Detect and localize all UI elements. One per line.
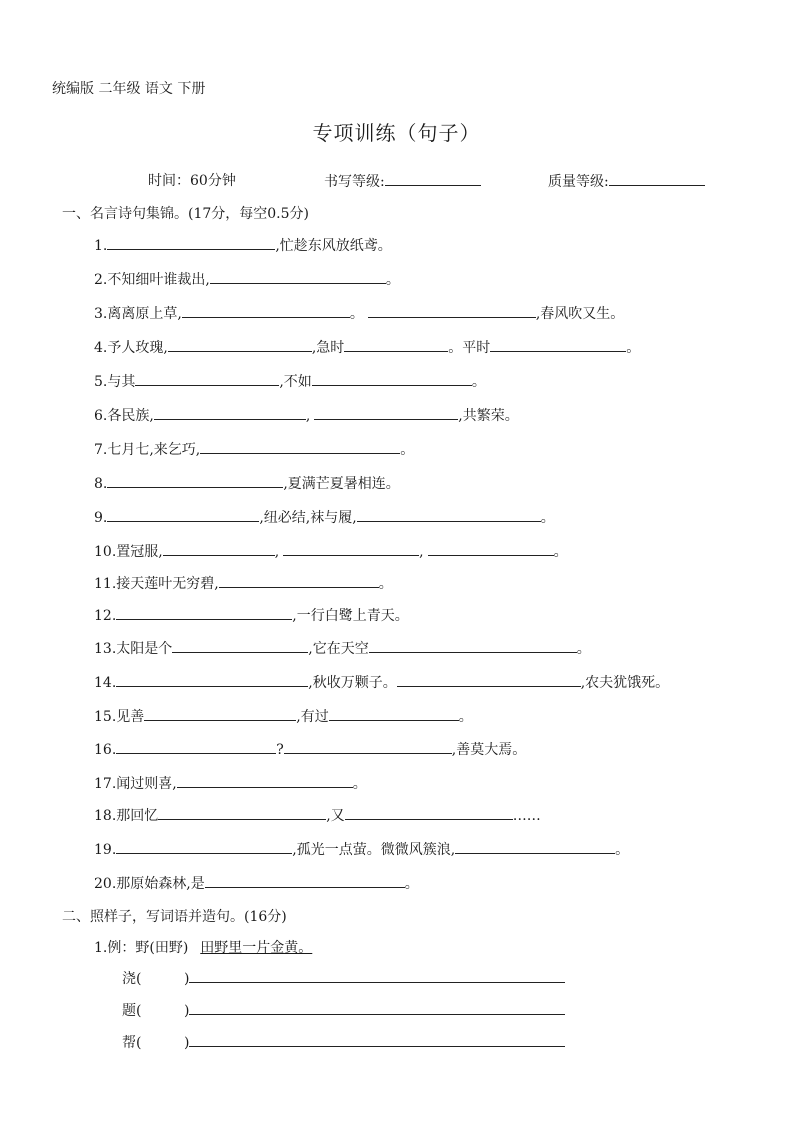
word-char: 帮( bbox=[122, 1035, 142, 1051]
list-item bbox=[94, 772, 367, 792]
example-row bbox=[94, 938, 312, 958]
item-number: 7. bbox=[94, 442, 108, 458]
list-item bbox=[94, 738, 526, 758]
item-number: 10. bbox=[94, 544, 117, 560]
answer-blank[interactable] bbox=[428, 540, 554, 556]
close-paren: ) bbox=[184, 1035, 190, 1051]
item-text: 。 bbox=[349, 306, 364, 322]
item-text: 那原始森林,是 bbox=[116, 876, 205, 892]
item-number: 20. bbox=[94, 876, 117, 892]
item-number: 3. bbox=[94, 306, 108, 322]
answer-blank[interactable] bbox=[177, 772, 353, 788]
item-text: ,一行白鹭上青天。 bbox=[292, 608, 409, 624]
sentence-blank[interactable] bbox=[189, 967, 565, 983]
word-char: 浇( bbox=[122, 971, 142, 987]
list-item bbox=[94, 336, 640, 356]
answer-blank[interactable] bbox=[116, 838, 292, 854]
answer-blank[interactable] bbox=[168, 336, 312, 352]
item-text: 闻过则喜, bbox=[116, 776, 177, 792]
example-prefix: 1.例：野(田野) bbox=[94, 940, 189, 956]
close-paren: ) bbox=[184, 971, 190, 987]
answer-blank[interactable] bbox=[154, 404, 306, 420]
item-text: , bbox=[274, 544, 280, 560]
item-number: 11. bbox=[94, 576, 117, 592]
item-number: 12. bbox=[94, 608, 117, 624]
quality-grade-blank[interactable] bbox=[609, 170, 705, 186]
item-text: 予人玫瑰, bbox=[107, 340, 168, 356]
answer-blank[interactable] bbox=[312, 370, 472, 386]
list-item bbox=[94, 705, 473, 725]
item-text: ,急时 bbox=[311, 340, 345, 356]
sentence-blank[interactable] bbox=[189, 999, 565, 1015]
answer-blank[interactable] bbox=[219, 572, 379, 588]
answer-blank[interactable] bbox=[172, 637, 308, 653]
answer-blank[interactable] bbox=[135, 370, 279, 386]
word-row bbox=[122, 1031, 565, 1051]
item-text: ,秋收万颗子。 bbox=[308, 675, 397, 691]
grade-line: 统编版 二年级 语文 下册 bbox=[52, 81, 206, 97]
item-number: 15. bbox=[94, 709, 117, 725]
item-text: 见善 bbox=[116, 709, 145, 725]
item-number: 4. bbox=[94, 340, 108, 356]
item-text: …… bbox=[512, 808, 541, 824]
list-item bbox=[94, 540, 568, 560]
list-item bbox=[94, 804, 541, 824]
item-text: ,共繁荣。 bbox=[458, 408, 519, 424]
item-text: 。 bbox=[626, 340, 641, 356]
item-text: ,善莫大焉。 bbox=[451, 742, 527, 758]
item-text: 接天莲叶无穷碧, bbox=[116, 576, 219, 592]
writing-grade-label: 书写等级: bbox=[324, 174, 385, 190]
item-text: 七月七,来乞巧, bbox=[107, 442, 201, 458]
item-text: 。 bbox=[540, 510, 555, 526]
answer-blank[interactable] bbox=[200, 438, 400, 454]
list-item bbox=[94, 506, 555, 526]
list-item bbox=[94, 268, 400, 288]
item-text: 。 bbox=[352, 776, 367, 792]
close-paren: ) bbox=[184, 1003, 190, 1019]
item-text: 各民族, bbox=[107, 408, 154, 424]
item-text: ,不如 bbox=[279, 374, 312, 390]
list-item bbox=[94, 572, 393, 592]
item-number: 8. bbox=[94, 476, 108, 492]
item-text: ,纽必结,袜与履, bbox=[259, 510, 357, 526]
item-text: 。 bbox=[615, 842, 630, 858]
item-text: 与其 bbox=[107, 374, 136, 390]
list-item bbox=[94, 234, 392, 254]
answer-blank[interactable] bbox=[210, 268, 386, 284]
list-item bbox=[94, 370, 486, 390]
item-text: 。 bbox=[553, 544, 568, 560]
list-item bbox=[94, 302, 624, 322]
item-text: 。平时 bbox=[448, 340, 491, 356]
item-number: 9. bbox=[94, 510, 108, 526]
answer-blank[interactable] bbox=[182, 302, 350, 318]
item-number: 18. bbox=[94, 808, 117, 824]
writing-grade bbox=[324, 170, 481, 191]
quality-grade-label: 质量等级: bbox=[548, 174, 609, 190]
item-text: ,它在天空 bbox=[308, 641, 369, 657]
item-text: ? bbox=[276, 742, 284, 758]
item-text: , bbox=[419, 544, 424, 560]
item-number: 16. bbox=[94, 742, 117, 758]
item-text: ,孤光一点萤。微微风簇浪, bbox=[292, 842, 456, 858]
quality-grade bbox=[548, 170, 705, 191]
list-item bbox=[94, 438, 414, 458]
item-number: 5. bbox=[94, 374, 108, 390]
word-row bbox=[122, 967, 565, 987]
answer-blank[interactable] bbox=[329, 705, 459, 721]
list-item bbox=[94, 404, 519, 424]
list-item bbox=[94, 472, 400, 492]
item-text: ,忙趁东风放纸鸢。 bbox=[275, 238, 392, 254]
item-text: 那回忆 bbox=[116, 808, 159, 824]
item-number: 6. bbox=[94, 408, 108, 424]
list-item bbox=[94, 872, 419, 892]
item-text: 不知细叶谁裁出, bbox=[107, 272, 210, 288]
item-text: 太阳是个 bbox=[116, 641, 173, 657]
answer-blank[interactable] bbox=[455, 838, 615, 854]
answer-blank[interactable] bbox=[205, 872, 405, 888]
answer-blank[interactable] bbox=[490, 336, 626, 352]
sentence-blank[interactable] bbox=[189, 1031, 565, 1047]
word-char: 题( bbox=[122, 1003, 142, 1019]
answer-blank[interactable] bbox=[344, 336, 448, 352]
answer-blank[interactable] bbox=[284, 738, 452, 754]
item-text: ,农夫犹饿死。 bbox=[580, 675, 670, 691]
item-text: 离离原上草, bbox=[107, 306, 182, 322]
answer-blank[interactable] bbox=[368, 302, 536, 318]
time-label: 时间：60分钟 bbox=[148, 173, 236, 189]
answer-blank[interactable] bbox=[158, 804, 326, 820]
item-number: 14. bbox=[94, 675, 117, 691]
item-text: 。 bbox=[378, 576, 393, 592]
item-text: 。 bbox=[458, 709, 473, 725]
page-title: 专项训练（句子） bbox=[312, 121, 481, 145]
answer-blank[interactable] bbox=[107, 234, 275, 250]
answer-blank[interactable] bbox=[116, 671, 308, 687]
word-row bbox=[122, 999, 565, 1019]
answer-blank[interactable] bbox=[107, 506, 259, 522]
item-text: ,春风吹又生。 bbox=[535, 306, 625, 322]
item-text: 置冠服, bbox=[116, 544, 163, 560]
item-number: 19. bbox=[94, 842, 117, 858]
item-text: 。 bbox=[404, 876, 419, 892]
item-text: 。 bbox=[471, 374, 486, 390]
list-item bbox=[94, 838, 629, 858]
list-item bbox=[94, 604, 409, 624]
answer-blank[interactable] bbox=[163, 540, 275, 556]
answer-blank[interactable] bbox=[397, 671, 581, 687]
item-number: 17. bbox=[94, 776, 117, 792]
item-text: 。 bbox=[400, 442, 415, 458]
answer-blank[interactable] bbox=[116, 604, 292, 620]
item-number: 13. bbox=[94, 641, 117, 657]
writing-grade-blank[interactable] bbox=[385, 170, 481, 186]
answer-blank[interactable] bbox=[283, 540, 419, 556]
list-item bbox=[94, 671, 669, 691]
answer-blank[interactable] bbox=[116, 738, 276, 754]
section1-heading: 一、名言诗句集锦。(17分，每空0.5分) bbox=[62, 206, 310, 222]
item-text: ,夏满芒夏暑相连。 bbox=[283, 476, 400, 492]
answer-blank[interactable] bbox=[345, 804, 513, 820]
item-text: , bbox=[305, 408, 311, 424]
answer-blank[interactable] bbox=[369, 637, 577, 653]
answer-blank[interactable] bbox=[144, 705, 296, 721]
answer-blank[interactable] bbox=[107, 472, 283, 488]
item-text: ,又 bbox=[326, 808, 345, 824]
list-item bbox=[94, 637, 591, 657]
section2-heading: 二、照样子，写词语并造句。(16分) bbox=[62, 909, 287, 925]
item-number: 2. bbox=[94, 272, 108, 288]
answer-blank[interactable] bbox=[314, 404, 458, 420]
item-text: 。 bbox=[576, 641, 591, 657]
item-number: 1. bbox=[94, 238, 108, 254]
example-sentence: 田野里一片金黄。 bbox=[200, 940, 313, 956]
item-text: ,有过 bbox=[296, 709, 329, 725]
answer-blank[interactable] bbox=[357, 506, 541, 522]
item-text: 。 bbox=[385, 272, 400, 288]
